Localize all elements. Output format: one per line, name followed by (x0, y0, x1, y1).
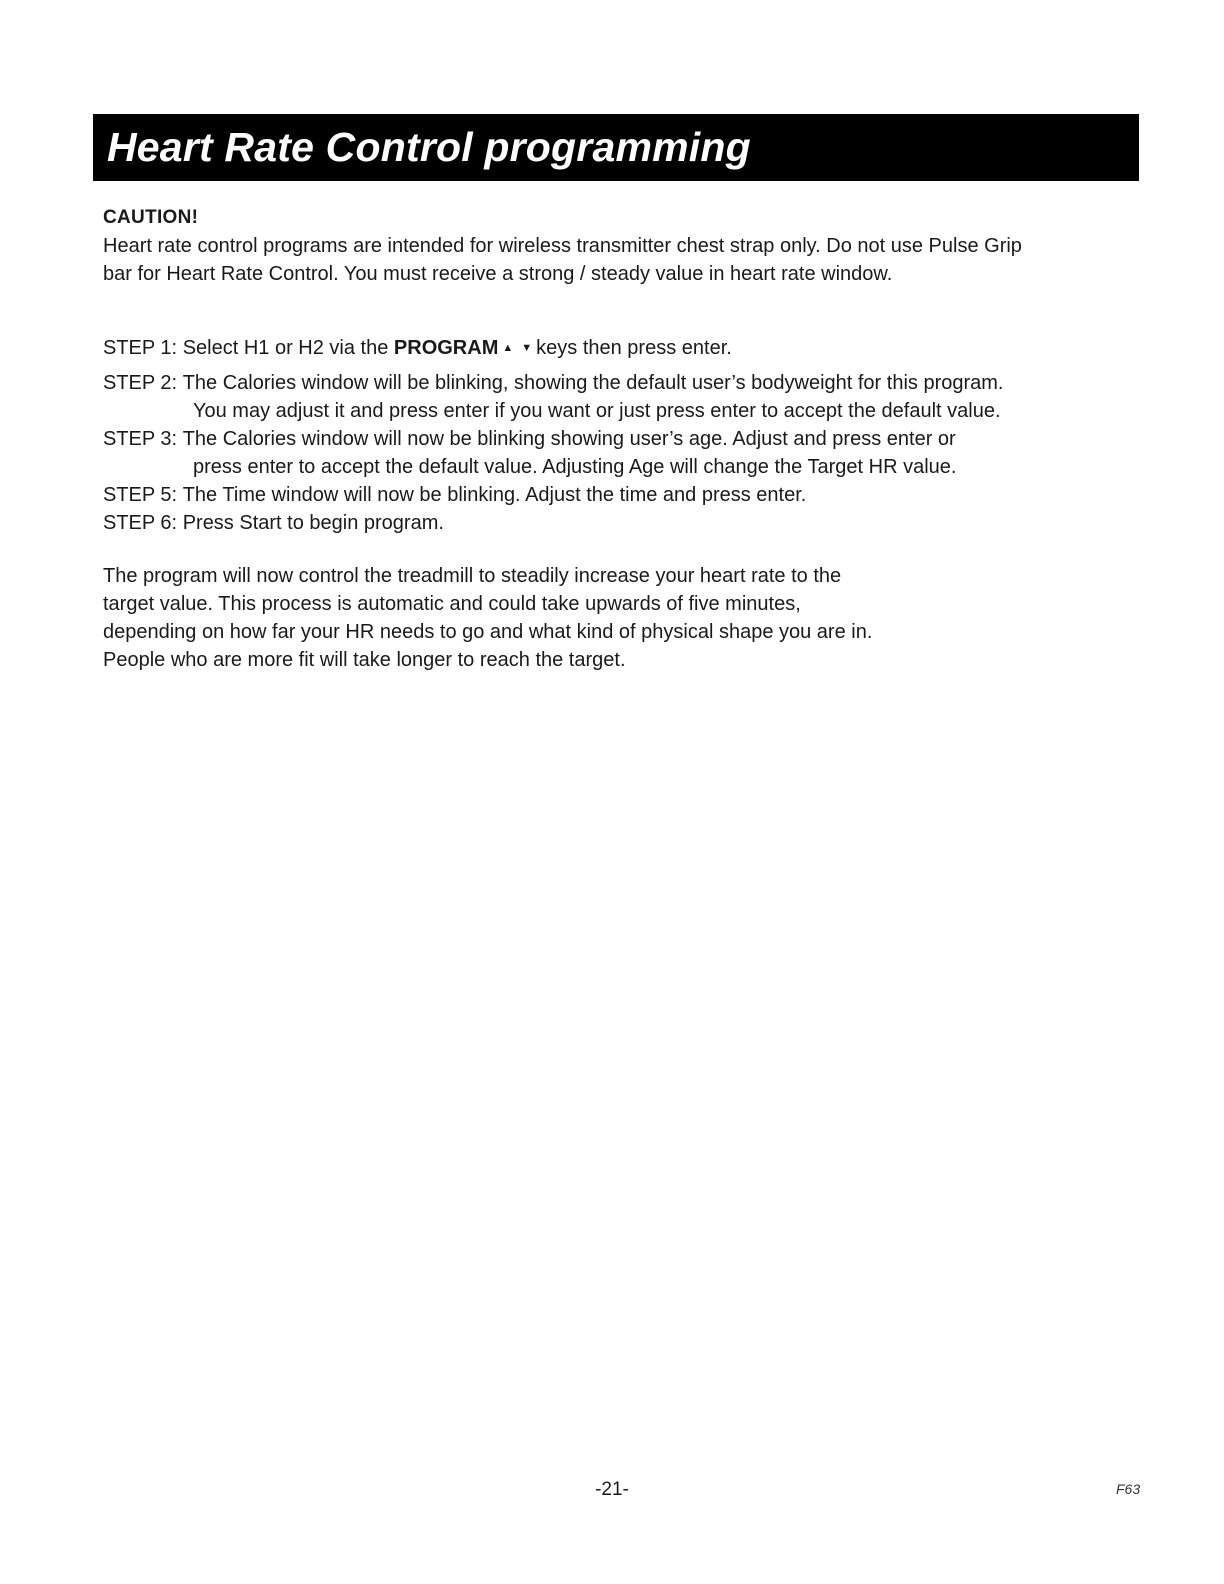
section-title-bar (93, 114, 1139, 181)
description-line: target value. This process is automatic and could take upwards of five minutes, (103, 593, 801, 615)
step-label: STEP 6: (103, 512, 178, 534)
step-label: STEP 2: (103, 372, 178, 394)
step-3 (103, 425, 1123, 453)
down-arrow-icon: ▼ (521, 342, 533, 354)
description-line: People who are more fit will take longer to reach the target. (103, 649, 626, 671)
caution-heading: CAUTION! (103, 207, 199, 228)
step-text: Press Start to begin program. (182, 512, 444, 534)
step-1 (103, 334, 1123, 362)
step-6 (103, 509, 1123, 537)
step-label: STEP 3: (103, 428, 178, 450)
caution-text-line: bar for Heart Rate Control. You must receive a strong / steady value in heart rate window. (103, 263, 893, 285)
model-code: F63 (1116, 1481, 1141, 1497)
step-text-pre: Select H1 or H2 via the (182, 337, 389, 359)
step-text: The Calories window will now be blinking showing user’s age. Adjust and press enter or (182, 428, 956, 450)
caution-text-line: Heart rate control programs are intended for wireless transmitter chest strap only. Do not use Pulse Grip (103, 235, 1022, 257)
page-number: -21- (595, 1479, 629, 1500)
step-text-continuation: press enter to accept the default value. Adjusting Age will change the Target HR value. (193, 456, 957, 478)
program-keyword: PROGRAM (393, 337, 499, 359)
step-label: STEP 5: (103, 484, 178, 506)
program-description (103, 562, 1003, 674)
step-label: STEP 1: (103, 337, 178, 359)
step-text: The Time window will now be blinking. Adjust the time and press enter. (182, 484, 807, 506)
step-5 (103, 481, 1123, 509)
up-arrow-icon: ▲ (502, 342, 514, 354)
step-text-continuation: You may adjust it and press enter if you want or just press enter to accept the default value. (193, 400, 1001, 422)
page-title: Heart Rate Control programming (107, 124, 751, 170)
step-text: The Calories window will be blinking, showing the default user’s bodyweight for this program. (182, 372, 1004, 394)
step-2 (103, 369, 1123, 397)
caution-block (103, 204, 1123, 288)
description-line: The program will now control the treadmill to steadily increase your heart rate to the (103, 565, 842, 587)
step-text-post: keys then press enter. (536, 337, 732, 359)
step-text (177, 334, 1123, 362)
description-line: depending on how far your HR needs to go and what kind of physical shape you are in. (103, 621, 873, 643)
steps-list (103, 334, 1123, 537)
